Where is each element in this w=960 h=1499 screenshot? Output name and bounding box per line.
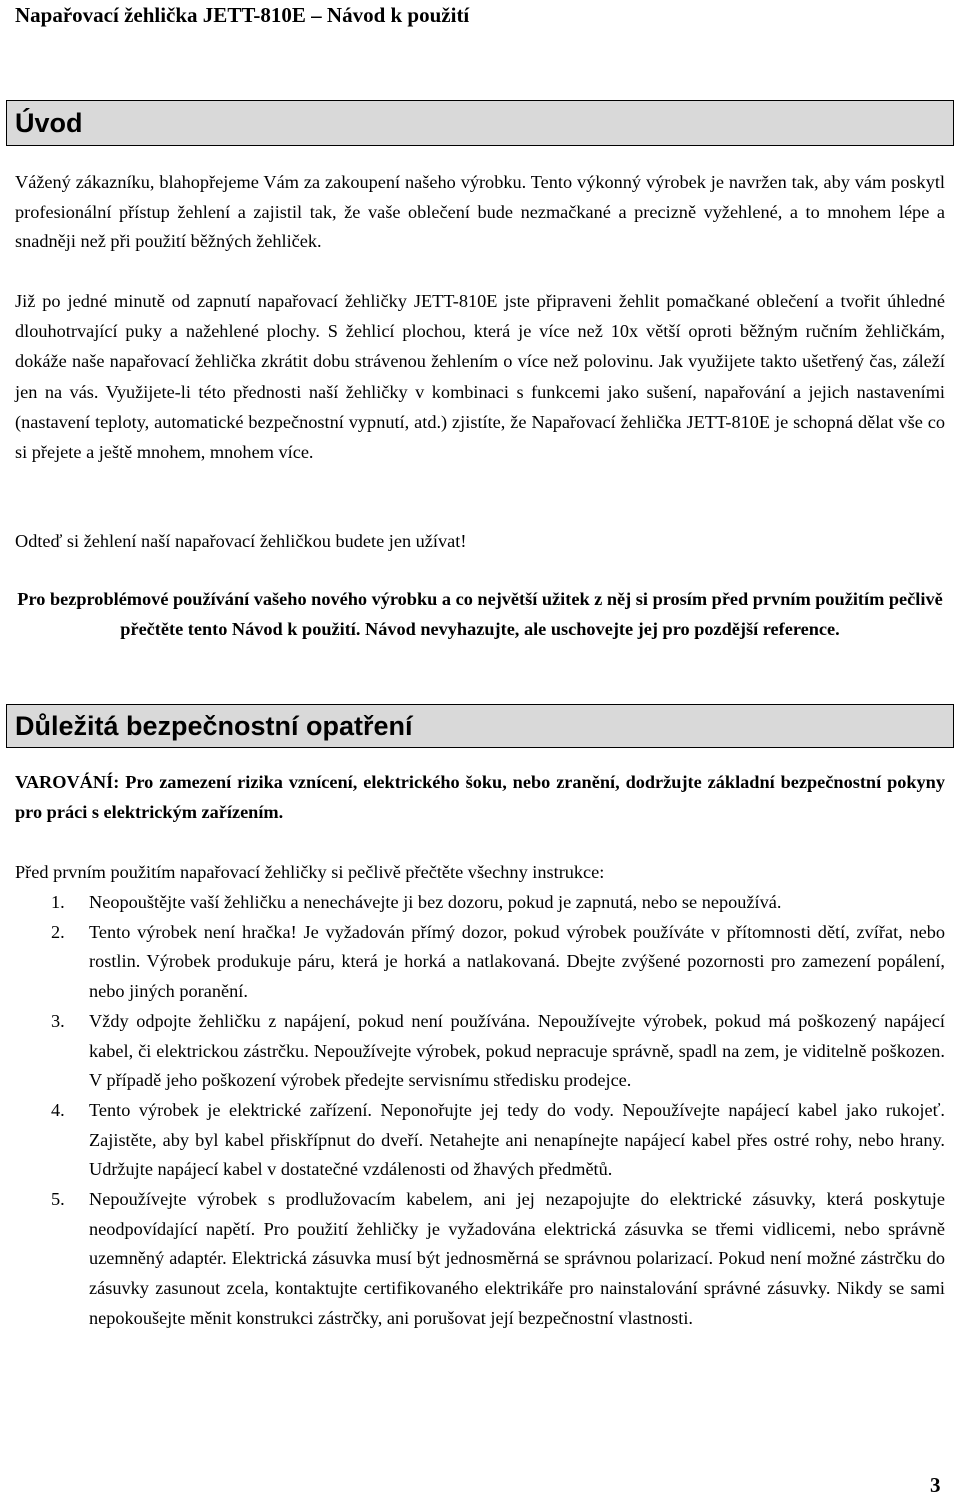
- document-title: Napařovací žehlička JETT-810E – Návod k použití: [15, 3, 470, 27]
- list-item-number: 5.: [51, 1189, 65, 1210]
- list-item-text: Vždy odpojte žehličku z napájení, pokud není používána. Nepoužívejte výrobek, pokud má poškozený napájecí kabel, či elektrickou zástrčku. Nepoužívejte výrobek, pokud nepracuje správně, spadl na zem, je viditelně poškozen. V případě jeho poškození výrobek předejte servisnímu středisku prodejce.: [89, 1010, 945, 1091]
- list-item: [15, 1096, 945, 1185]
- list-item-text: Nepoužívejte výrobek s prodlužovacím kabelem, ani jej nezapojujte do elektrické zásuvky, která poskytuje neodpovídající napětí. Pro použití žehličky je vyžadována elektrická zásuvka se třemi vidlicemi, nebo správně uzemněný adaptér. Elektrická zásuvka musí být jednosměrná se správnou polarizací. Pokud není možné zástrčku do zásuvky zasunout zcela, kontaktujte certifikovaného elektrikáře pro nainstalování správné zásuvky. Nikdy se sami nepokoušejte měnit konstrukci zástrčky, ani porušovat její bezpečnostní vlastnosti.: [89, 1189, 945, 1328]
- page-number: 3: [930, 1473, 941, 1497]
- list-item-text: Neopouštějte vaší žehličku a nenechávejte ji bez dozoru, pokud je zapnutá, nebo se nepoužívá.: [89, 892, 782, 912]
- list-item-text: Tento výrobek není hračka! Je vyžadován přímý dozor, pokud výrobek používáte v přítomnosti dětí, zvířat, nebo rostlin. Výrobek produkuje páru, která je horká a natlakovaná. Dbejte zvýšené pozornosti pro zamezení popálení, nebo jiných poranění.: [89, 921, 945, 1002]
- list-item: [15, 1185, 945, 1334]
- section-heading-intro: Úvod: [6, 100, 954, 146]
- safety-instructions-list: [15, 888, 945, 1334]
- intro-paragraph-2: Již po jedné minutě od zapnutí napařovací žehličky JETT-810E jste připraveni žehlit pomačkané oblečení a tvořit úhledné dlouhotrvající puky a nažehlené plochy. S žehlicí plochou, která je více než 10x větší oproti běžným ručním žehličkám, dokáže naše napařovací žehlička zkrátit dobu strávenou žehlením o více než polovinu. Jak využijete takto ušetřený čas, záleží jen na vás. Využijete-li této přednosti naší žehličky v kombinaci s funkcemi jako sušení, napařování a jejich nastaveními (nastavení teploty, automatické bezpečnostní vypnutí, atd.) zjistíte, že Napařovací žehlička JETT-810E je schopná dělat vše co si přejete a ještě mnohem, mnohem více.: [15, 291, 945, 463]
- list-item: [15, 888, 945, 918]
- list-item-number: 2.: [51, 921, 65, 942]
- intro-notice-bold: Pro bezproblémové používání vašeho nového výrobku a co největší užitek z něj si prosím před prvním použitím pečlivě přečtěte tento Návod k použití. Návod nevyhazujte, ale uschovejte jej pro pozdější reference.: [17, 589, 943, 639]
- list-item-number: 4.: [51, 1099, 65, 1120]
- list-item: [15, 1007, 945, 1096]
- list-item-number: 3.: [51, 1010, 65, 1031]
- safety-lead: Před prvním použitím napařovací žehličky si pečlivě přečtěte všechny instrukce:: [15, 862, 605, 882]
- section-heading-safety: Důležitá bezpečnostní opatření: [6, 704, 954, 748]
- list-item-text: Tento výrobek je elektrické zařízení. Neponořujte jej tedy do vody. Nepoužívejte napájecí kabel jako rukojeť. Zajistěte, aby byl kabel přiskřípnut do dveří. Netahejte ani nenapínejte napájecí kabel přes ostré rohy, nebo hrany. Udržujte napájecí kabel v dostatečné vzdálenosti od žhavých předmětů.: [89, 1099, 945, 1180]
- safety-warning: VAROVÁNÍ: Pro zamezení rizika vznícení, elektrického šoku, nebo zranění, dodržujte základní bezpečnostní pokyny pro práci s elektrickým zařízením.: [15, 772, 945, 822]
- list-item: [15, 918, 945, 1007]
- intro-paragraph-1: Vážený zákazníku, blahopřejeme Vám za zakoupení našeho výrobku. Tento výkonný výrobek je navržen tak, aby vám poskytl profesionální přístup žehlení a zajistil tak, že vaše oblečení bude nezmačkané a precizně vyžehlené, a to mnohem lépe a snadněji než při použití běžných žehliček.: [15, 172, 945, 252]
- intro-paragraph-3: Odteď si žehlení naší napařovací žehličkou budete jen užívat!: [15, 531, 467, 551]
- list-item-number: 1.: [51, 892, 65, 912]
